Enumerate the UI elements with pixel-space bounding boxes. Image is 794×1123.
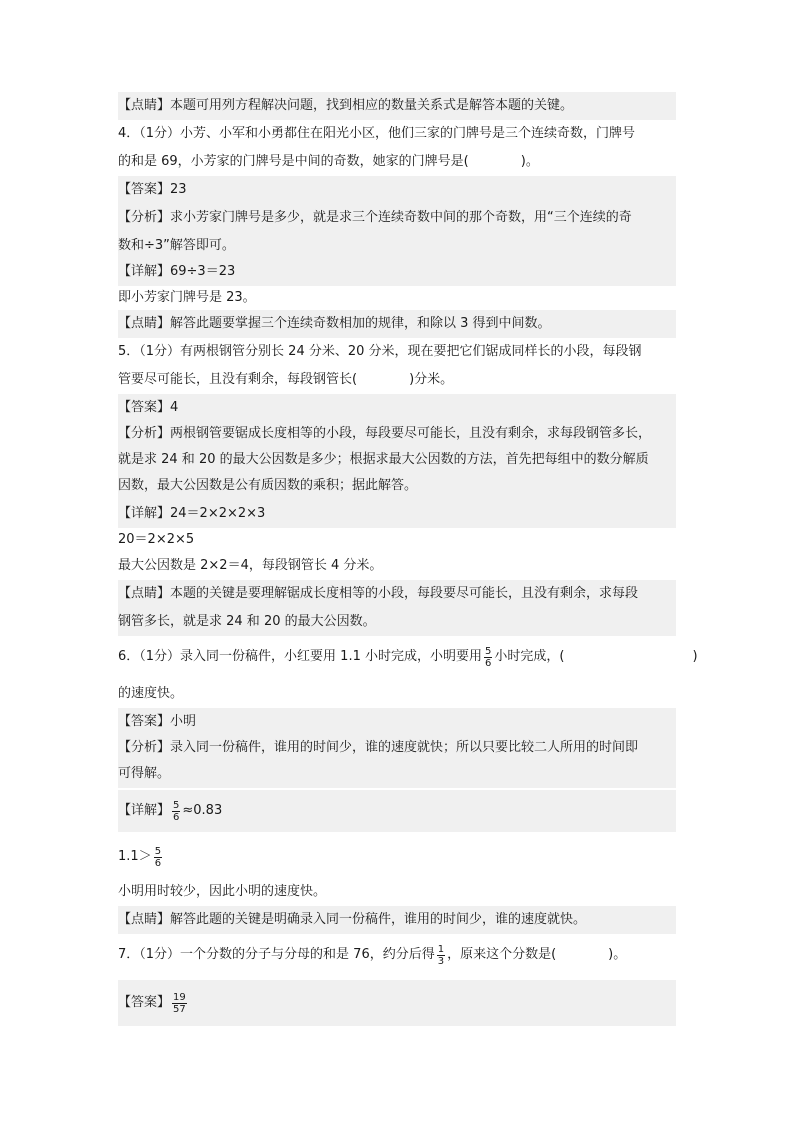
numerator: 5 <box>154 845 162 857</box>
q4-question-line-2 <box>118 148 676 176</box>
fraction-answer-19-57 <box>172 992 187 1015</box>
text: 6．（1分）录入同一份稿件，小红要用 1.1 小时完成，小明要用 <box>118 649 482 664</box>
q5-question-line-2 <box>118 366 676 394</box>
q5-question-line-1 <box>118 338 676 366</box>
numerator: 5 <box>173 799 180 811</box>
text: 【答案】小明 <box>118 714 197 729</box>
text: 【详解】 <box>118 803 171 818</box>
text: 【分析】录入同一份稿件，谁用的时间少，谁的速度就快；所以只要比较二人所用的时间即 <box>118 740 639 755</box>
q6-analysis-line-1 <box>118 734 676 762</box>
q4-detail-conclusion <box>118 284 676 312</box>
text: 管要尽可能长，且没有剩余，每段钢管长( )分米。 <box>118 372 454 387</box>
q7-answer <box>118 980 676 1026</box>
q5-analysis-line-1 <box>118 420 676 448</box>
text: 小明用时较少，因此小明的速度快。 <box>118 884 327 899</box>
fraction-five-sixths <box>172 800 180 823</box>
q5-analysis-line-3 <box>118 472 676 500</box>
q5-remark-line-2 <box>118 608 676 636</box>
text: 20＝2×2×5 <box>118 532 195 547</box>
q6-answer <box>118 708 676 736</box>
q5-analysis-line-2 <box>118 446 676 474</box>
q6-detail-line-1 <box>118 790 676 832</box>
q4-analysis-line-2 <box>118 232 676 260</box>
q5-remark-line-1 <box>118 580 676 608</box>
denominator: 6 <box>154 857 162 869</box>
text: 【详解】69÷3＝23 <box>118 264 236 279</box>
text: 钢管多长，就是求 24 和 20 的最大公因数。 <box>118 614 376 629</box>
text: 7．（1分）一个分数的分子与分母的和是 76，约分后得 <box>118 947 435 962</box>
numerator: 5 <box>484 645 492 657</box>
q4-analysis-line-1 <box>118 204 676 232</box>
text: 【点睛】本题的关键是要理解锯成长度相等的小段，每段要尽可能长，且没有剩余，求每段 <box>118 586 639 601</box>
fraction-one-third <box>437 944 445 967</box>
fraction-five-sixths <box>484 646 492 669</box>
numerator: 19 <box>173 991 186 1003</box>
text: 因数，最大公因数是公有质因数的乘积；据此解答。 <box>118 478 418 493</box>
text: 【分析】两根钢管要锯成长度相等的小段，每段要尽可能长，且没有剩余，求每段钢管多长， <box>118 426 652 441</box>
text: 【答案】23 <box>118 182 187 197</box>
q6-detail-line-2 <box>118 836 676 878</box>
text: 即小芳家门牌号是 23。 <box>118 290 256 305</box>
q5-detail-line-2 <box>118 526 676 554</box>
q6-remark <box>118 906 676 934</box>
q6-question-line-1 <box>118 636 698 678</box>
denominator: 3 <box>437 955 445 967</box>
text: 【点睛】解答此题的关键是明确录入同一份稿件，谁用的时间少，谁的速度就快。 <box>118 912 587 927</box>
q6-detail-conclusion <box>118 878 676 906</box>
q4-remark <box>118 310 676 338</box>
text: 4．（1分）小芳、小军和小勇都住在阳光小区，他们三家的门牌号是三个连续奇数，门牌号 <box>118 126 636 141</box>
q5-answer <box>118 394 676 422</box>
text: 【分析】求小芳家门牌号是多少，就是求三个连续奇数中间的那个奇数，用“三个连续的奇 <box>118 210 632 225</box>
text: ≈0.83 <box>182 803 223 818</box>
text: 5．（1分）有两根钢管分别长 24 分米、20 分米，现在要把它们锯成同样长的小段，每段钢 <box>118 344 642 359</box>
text: ，原来这个分数是( )。 <box>447 947 627 962</box>
q4-answer <box>118 176 676 204</box>
text: 可得解。 <box>118 766 171 781</box>
q7-question <box>118 934 676 976</box>
denominator: 6 <box>173 811 180 823</box>
q6-analysis-line-2 <box>118 760 676 788</box>
text: 最大公因数是 2×2＝4，每段钢管长 4 分米。 <box>118 558 383 573</box>
text: 小时完成，( <box>494 649 565 664</box>
text: 就是求 24 和 20 的最大公因数是多少；根据求最大公因数的方法，首先把每组中的数分解质 <box>118 452 649 467</box>
text: 的和是 69，小芳家的门牌号是中间的奇数，她家的门牌号是( )。 <box>118 154 539 169</box>
text: 【点睛】解答此题要掌握三个连续奇数相加的规律，和除以 3 得到中间数。 <box>118 316 551 331</box>
q6-question-line-2 <box>118 680 676 708</box>
numerator: 1 <box>437 943 445 955</box>
q3-remark-line <box>118 92 676 120</box>
q4-question-line-1 <box>118 120 676 148</box>
denominator: 57 <box>173 1003 186 1015</box>
text: 数和÷3”解答即可。 <box>118 238 235 253</box>
text: ) <box>692 649 698 664</box>
text: 【答案】 <box>118 995 171 1010</box>
text: 【详解】24＝2×2×2×3 <box>118 506 266 521</box>
q5-detail-line-3 <box>118 552 676 580</box>
q5-detail-line-1 <box>118 500 676 528</box>
text: 【点睛】本题可用列方程解决问题，找到相应的数量关系式是解答本题的关键。 <box>118 98 574 113</box>
text: 的速度快。 <box>118 686 184 701</box>
fraction-five-sixths <box>154 846 162 869</box>
denominator: 6 <box>484 657 492 669</box>
text: 【答案】4 <box>118 400 179 415</box>
q4-detail <box>118 258 676 286</box>
text: 1.1＞ <box>118 849 152 864</box>
